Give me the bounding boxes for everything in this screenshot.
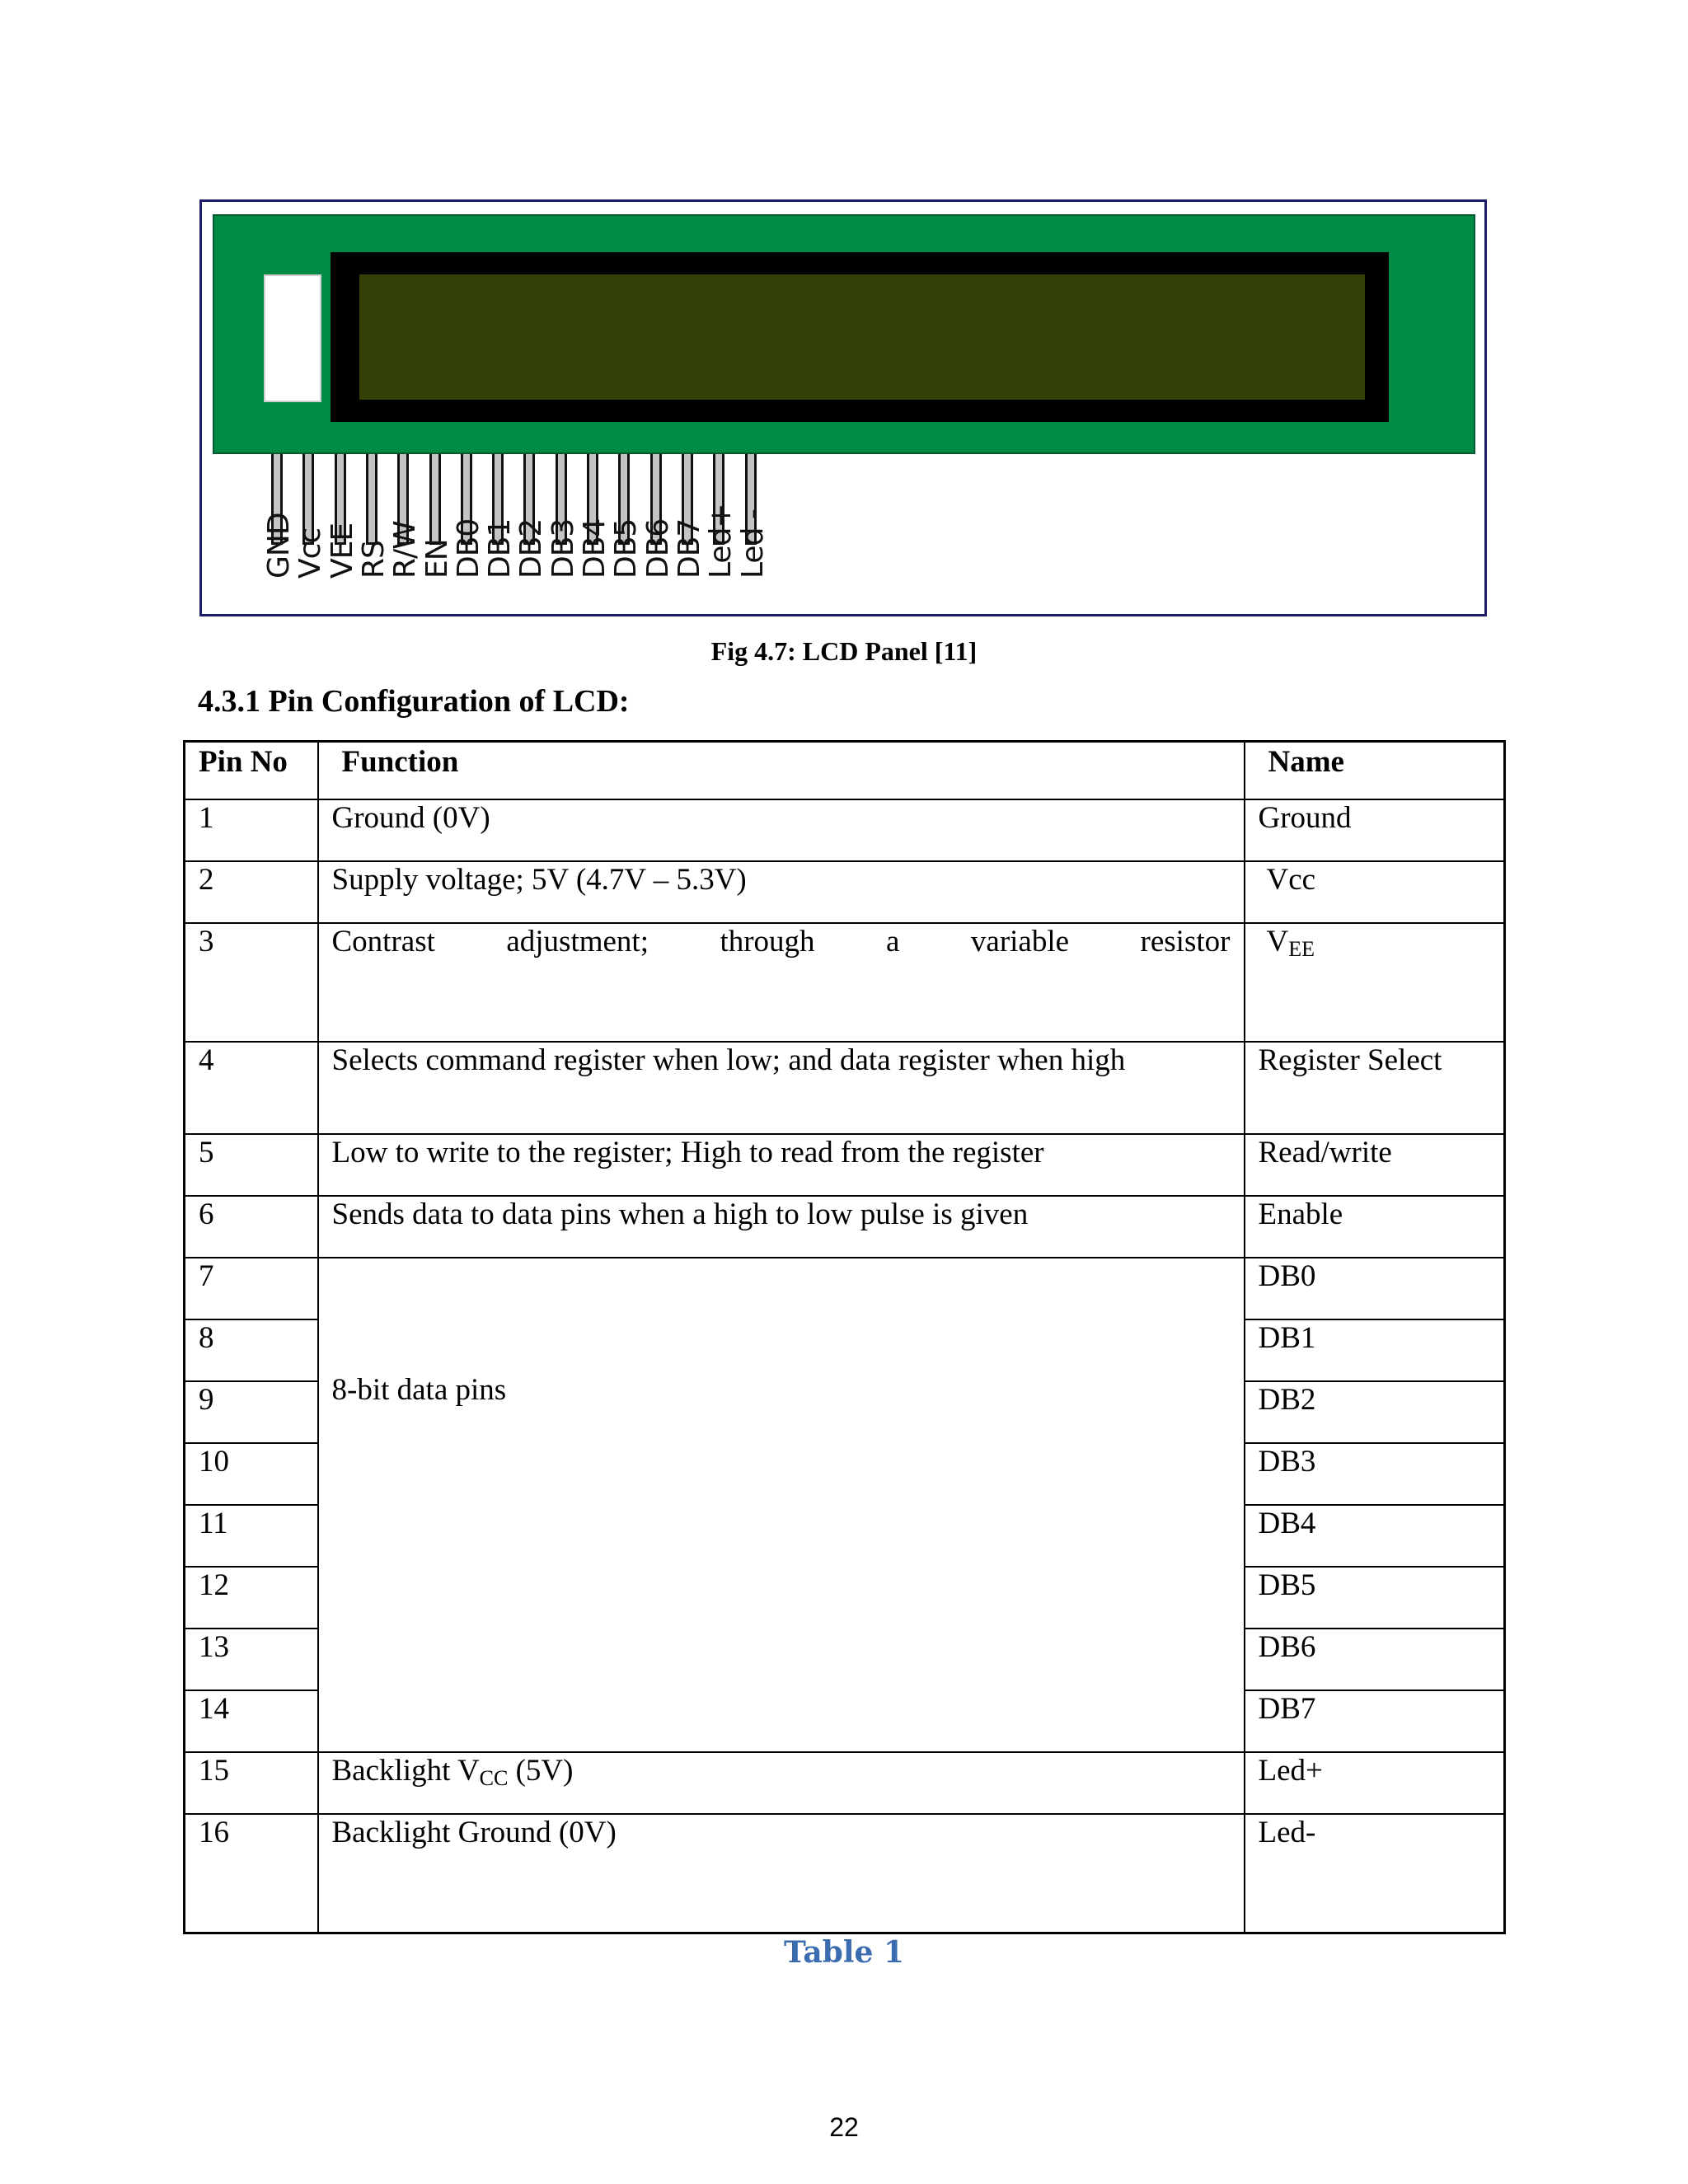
function-subscript: CC xyxy=(479,1765,509,1790)
pin-number: 12 xyxy=(185,1567,318,1629)
lcd-pin-label: R/W xyxy=(388,521,423,579)
pin-number: 6 xyxy=(185,1196,318,1258)
header-function: Function xyxy=(318,742,1245,799)
pin-name-base: V xyxy=(1266,924,1289,958)
data-pins-text: 8-bit data pins xyxy=(331,1372,507,1407)
header-pin-no: Pin No xyxy=(185,742,318,799)
pin-name-subscript: EE xyxy=(1288,936,1315,961)
pin-number: 2 xyxy=(185,861,318,923)
pin-number: 4 xyxy=(185,1042,318,1134)
lcd-backlight-block xyxy=(264,274,321,402)
table-row xyxy=(185,1752,1505,1814)
pin-name: Led- xyxy=(1245,1814,1505,1933)
table-row xyxy=(185,799,1505,861)
lcd-pin xyxy=(429,454,441,545)
header-name: Name xyxy=(1245,742,1505,799)
pin-number: 15 xyxy=(185,1752,318,1814)
lcd-panel-figure xyxy=(199,199,1487,616)
lcd-pin-label: EN xyxy=(420,539,454,579)
pin-number: 5 xyxy=(185,1134,318,1196)
pin-number: 10 xyxy=(185,1443,318,1505)
pin-number: 3 xyxy=(185,923,318,1042)
pin-function xyxy=(318,1752,1245,1814)
lcd-pin-label: DB5 xyxy=(609,518,644,579)
table-row xyxy=(185,861,1505,923)
lcd-pin-label: DB1 xyxy=(483,518,518,579)
table-row xyxy=(185,1196,1505,1258)
pin-function: Ground (0V) xyxy=(318,799,1245,861)
lcd-pin-label: Led+ xyxy=(704,504,738,579)
lcd-pin-label: DB2 xyxy=(514,518,549,579)
pin-name: DB6 xyxy=(1245,1629,1505,1690)
pin-number: 1 xyxy=(185,799,318,861)
pin-number: 13 xyxy=(185,1629,318,1690)
lcd-pin-label: DB6 xyxy=(640,518,675,579)
pin-name: Enable xyxy=(1245,1196,1505,1258)
lcd-screen xyxy=(359,274,1365,400)
table-row xyxy=(185,1042,1505,1134)
page-number: 22 xyxy=(829,2112,859,2142)
pin-function xyxy=(318,923,1245,1042)
pin-name: Register Select xyxy=(1245,1042,1505,1134)
pin-name: DB0 xyxy=(1245,1258,1505,1319)
pin-function-data-pins xyxy=(318,1258,1245,1752)
pin-name xyxy=(1245,923,1505,1042)
figure-caption: Fig 4.7: LCD Panel [11] xyxy=(710,636,978,666)
lcd-pin-label: GND xyxy=(262,513,296,579)
pin-name: DB4 xyxy=(1245,1505,1505,1567)
pin-name: DB7 xyxy=(1245,1690,1505,1752)
lcd-pin-label: DB0 xyxy=(451,518,485,579)
pin-number: 14 xyxy=(185,1690,318,1752)
table-row xyxy=(185,1814,1505,1933)
pin-name: DB5 xyxy=(1245,1567,1505,1629)
lcd-pin-label: VEE xyxy=(325,523,359,579)
table-row xyxy=(185,1258,1505,1319)
contrast-word: adjustment; xyxy=(506,924,649,958)
pin-name: DB2 xyxy=(1245,1381,1505,1443)
pin-name: DB3 xyxy=(1245,1443,1505,1505)
contrast-word: resistor xyxy=(1140,924,1231,958)
lcd-circuit-board xyxy=(213,214,1475,454)
lcd-pin-label: RS xyxy=(356,541,391,579)
pin-name: Ground xyxy=(1245,799,1505,861)
pin-function: Selects command register when low; and data register when high xyxy=(318,1042,1245,1134)
pin-function: Backlight Ground (0V) xyxy=(318,1814,1245,1933)
contrast-word: through xyxy=(720,924,815,958)
table-row xyxy=(185,923,1505,1042)
pin-number: 7 xyxy=(185,1258,318,1319)
lcd-pin-label: Led - xyxy=(735,509,770,579)
lcd-bezel xyxy=(331,252,1389,422)
pin-name: DB1 xyxy=(1245,1319,1505,1381)
lcd-pin-label: DB7 xyxy=(672,518,706,579)
contrast-function-text xyxy=(332,926,1231,958)
contrast-word: a xyxy=(886,924,900,958)
pin-function: Sends data to data pins when a high to low pulse is given xyxy=(318,1196,1245,1258)
function-prefix: Backlight V xyxy=(331,1753,480,1788)
pin-number: 8 xyxy=(185,1319,318,1381)
pin-function: Low to write to the register; High to read from the register xyxy=(318,1134,1245,1196)
pin-name: Read/write xyxy=(1245,1134,1505,1196)
pin-name: Vcc xyxy=(1245,861,1505,923)
contrast-word: variable xyxy=(970,924,1070,958)
lcd-pin xyxy=(366,454,377,545)
function-suffix: (5V) xyxy=(508,1753,574,1788)
table-row xyxy=(185,1134,1505,1196)
section-heading: 4.3.1 Pin Configuration of LCD: xyxy=(198,684,630,719)
pin-configuration-table xyxy=(183,740,1506,1934)
lcd-pin-label: DB3 xyxy=(546,518,580,579)
pin-number: 16 xyxy=(185,1814,318,1933)
pin-name: Led+ xyxy=(1245,1752,1505,1814)
lcd-pin-label: Vcc xyxy=(293,527,328,579)
table-caption: Table 1 xyxy=(783,1935,904,1970)
lcd-pin-label: DB4 xyxy=(578,518,612,579)
table-header-row xyxy=(185,742,1505,799)
pin-number: 9 xyxy=(185,1381,318,1443)
pin-function: Supply voltage; 5V (4.7V – 5.3V) xyxy=(318,861,1245,923)
pin-number: 11 xyxy=(185,1505,318,1567)
contrast-word: Contrast xyxy=(331,924,435,958)
